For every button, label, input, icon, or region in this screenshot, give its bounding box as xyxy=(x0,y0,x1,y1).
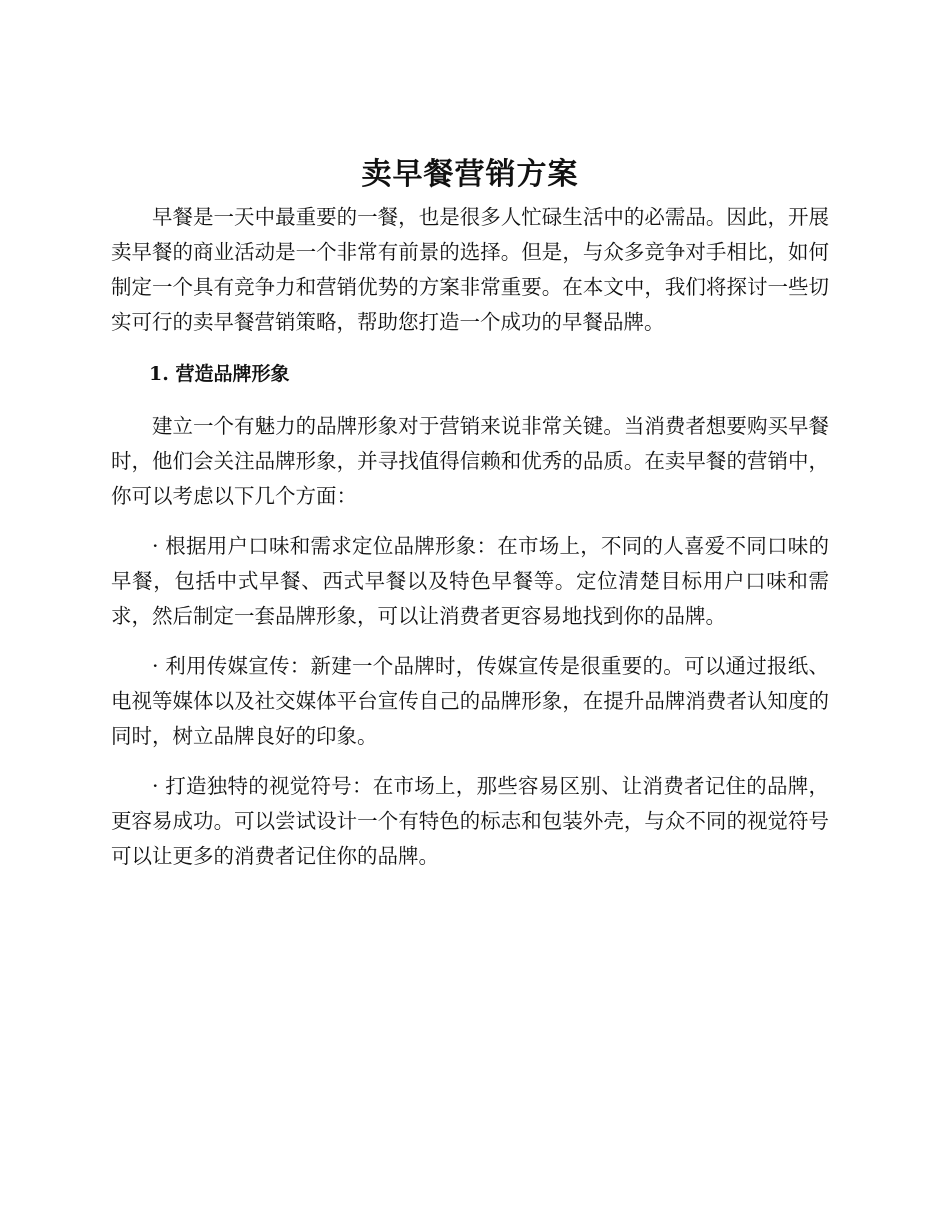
bullet-paragraph: · 根据用户口味和需求定位品牌形象：在市场上，不同的人喜爱不同口味的早餐，包括中式早餐、西式早餐以及特色早餐等。定位清楚目标用户口味和需求，然后制定一套品牌形象，可以让消费者更容易地找到你的品牌。 xyxy=(111,534,829,628)
section-paragraph: 建立一个有魅力的品牌形象对于营销来说非常关键。当消费者想要购买早餐时，他们会关注品牌形象，并寻找值得信赖和优秀的品质。在卖早餐的营销中，你可以考虑以下几个方面： xyxy=(111,414,829,508)
bullet-paragraph: · 利用传媒宣传：新建一个品牌时，传媒宣传是很重要的。可以通过报纸、电视等媒体以及社交媒体平台宣传自己的品牌形象，在提升品牌消费者认知度的同时，树立品牌良好的印象。 xyxy=(111,654,829,748)
bullet-paragraph: · 打造独特的视觉符号：在市场上，那些容易区别、让消费者记住的品牌，更容易成功。可以尝试设计一个有特色的标志和包装外壳，与众不同的视觉符号可以让更多的消费者记住你的品牌。 xyxy=(111,774,829,868)
section-heading: 1. 营造品牌形象 xyxy=(149,363,290,385)
document-title: 卖早餐营销方案 xyxy=(361,157,579,192)
intro-paragraph: 早餐是一天中最重要的一餐，也是很多人忙碌生活中的必需品。因此，开展卖早餐的商业活动是一个非常有前景的选择。但是，与众多竞争对手相比，如何制定一个具有竞争力和营销优势的方案非常重要。在本文中，我们将探讨一些切实可行的卖早餐营销策略，帮助您打造一个成功的早餐品牌。 xyxy=(111,205,829,334)
document-body xyxy=(111,150,829,874)
